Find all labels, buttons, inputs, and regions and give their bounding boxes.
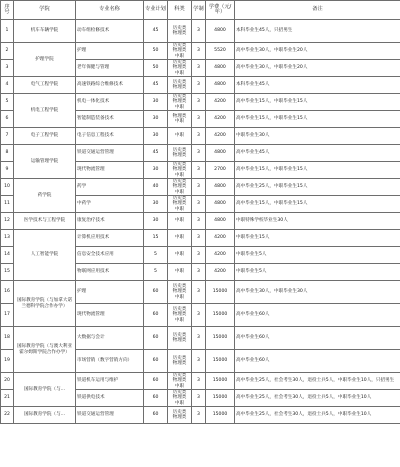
cell-fee: 2700 bbox=[206, 162, 235, 179]
cell-subject: 历史类 物理类 bbox=[168, 327, 192, 350]
cell-major: 护理 bbox=[76, 281, 144, 304]
cell-plan: 60 bbox=[144, 281, 168, 304]
cell-college: 国际教育学院（与... bbox=[14, 407, 76, 424]
cell-college: 药学院 bbox=[14, 179, 76, 213]
cell-major: 老年保健与管理 bbox=[76, 60, 144, 77]
cell-fee: 15000 bbox=[206, 373, 235, 390]
cell-years: 3 bbox=[192, 94, 206, 111]
table-row bbox=[1, 179, 400, 196]
cell-plan: 45 bbox=[144, 20, 168, 43]
cell-subject: 中职 bbox=[168, 247, 192, 264]
cell-note: 中职毕业生30人 bbox=[235, 128, 400, 145]
cell-years: 3 bbox=[192, 213, 206, 230]
cell-years: 3 bbox=[192, 43, 206, 60]
cell-years: 3 bbox=[192, 128, 206, 145]
cell-subject: 历史类 物理类 bbox=[168, 145, 192, 162]
cell-seq: 10 bbox=[1, 179, 14, 196]
cell-seq: 12 bbox=[1, 213, 14, 230]
cell-college: 电子工程学院 bbox=[14, 128, 76, 145]
cell-seq: 7 bbox=[1, 128, 14, 145]
cell-college: 医学技术与工程学院 bbox=[14, 213, 76, 230]
cell-plan: 60 bbox=[144, 407, 168, 424]
cell-years: 3 bbox=[192, 390, 206, 407]
cell-major: 铁道交通运营管理 bbox=[76, 407, 144, 424]
header-seq: 序号 bbox=[1, 1, 14, 20]
cell-major: 物联网应用技术 bbox=[76, 264, 144, 281]
cell-years: 3 bbox=[192, 77, 206, 94]
cell-years: 3 bbox=[192, 327, 206, 350]
cell-fee: 4800 bbox=[206, 60, 235, 77]
cell-years: 3 bbox=[192, 350, 206, 373]
cell-fee: 15000 bbox=[206, 350, 235, 373]
cell-subject: 历史类 物理类 中职 bbox=[168, 94, 192, 111]
cell-plan: 30 bbox=[144, 128, 168, 145]
cell-note: 高中毕业生25人，社会考生30人，退役士兵5人，中职毕业生10人 bbox=[235, 407, 400, 424]
cell-fee: 4800 bbox=[206, 179, 235, 196]
cell-plan: 30 bbox=[144, 162, 168, 179]
cell-seq: 14 bbox=[1, 247, 14, 264]
cell-seq: 16 bbox=[1, 281, 14, 304]
cell-college: 运输管理学院 bbox=[14, 145, 76, 179]
cell-plan: 30 bbox=[144, 196, 168, 213]
cell-seq: 5 bbox=[1, 94, 14, 111]
cell-subject: 历史类 物理类 中职 bbox=[168, 196, 192, 213]
cell-plan: 5 bbox=[144, 247, 168, 264]
table-row bbox=[1, 77, 400, 94]
cell-major: 现代物流管理 bbox=[76, 162, 144, 179]
cell-seq: 8 bbox=[1, 145, 14, 162]
cell-seq: 13 bbox=[1, 230, 14, 247]
cell-plan: 60 bbox=[144, 373, 168, 390]
cell-major: 机电一体化技术 bbox=[76, 94, 144, 111]
cell-note: 高中毕业生15人，中职毕业生15人 bbox=[235, 162, 400, 179]
cell-major: 康复治疗技术 bbox=[76, 213, 144, 230]
cell-subject: 中职 bbox=[168, 213, 192, 230]
header-college: 学院 bbox=[14, 1, 76, 20]
cell-plan: 15 bbox=[144, 230, 168, 247]
cell-fee: 15000 bbox=[206, 407, 235, 424]
cell-seq: 22 bbox=[1, 407, 14, 424]
header-major: 专业名称 bbox=[76, 1, 144, 20]
cell-subject: 历史类 物理类 bbox=[168, 407, 192, 424]
cell-years: 3 bbox=[192, 264, 206, 281]
table-row bbox=[1, 213, 400, 230]
cell-note: 高中毕业生15人，中职毕业生15人 bbox=[235, 94, 400, 111]
cell-seq: 21 bbox=[1, 390, 14, 407]
cell-major: 计算机应用技术 bbox=[76, 230, 144, 247]
cell-plan: 30 bbox=[144, 111, 168, 128]
cell-years: 3 bbox=[192, 196, 206, 213]
cell-fee: 15000 bbox=[206, 304, 235, 327]
cell-fee: 15000 bbox=[206, 327, 235, 350]
cell-plan: 60 bbox=[144, 327, 168, 350]
cell-subject: 物理类 中职 bbox=[168, 111, 192, 128]
cell-fee: 4200 bbox=[206, 128, 235, 145]
cell-note: 高中毕业生30人，中职毕业生30人 bbox=[235, 281, 400, 304]
table-row bbox=[1, 145, 400, 162]
cell-fee: 15000 bbox=[206, 390, 235, 407]
cell-major: 铁道机车运用与维护 bbox=[76, 373, 144, 390]
cell-plan: 30 bbox=[144, 213, 168, 230]
cell-seq: 4 bbox=[1, 77, 14, 94]
header-years: 学制 bbox=[192, 1, 206, 20]
cell-fee: 4800 bbox=[206, 213, 235, 230]
table-row bbox=[1, 43, 400, 60]
cell-seq: 1 bbox=[1, 20, 14, 43]
cell-fee: 4200 bbox=[206, 230, 235, 247]
header-plan: 专业计划 bbox=[144, 1, 168, 20]
cell-major: 中药学 bbox=[76, 196, 144, 213]
cell-plan: 30 bbox=[144, 94, 168, 111]
table-row bbox=[1, 230, 400, 247]
cell-seq: 17 bbox=[1, 304, 14, 327]
cell-years: 3 bbox=[192, 60, 206, 77]
cell-fee: 5520 bbox=[206, 43, 235, 60]
cell-seq: 20 bbox=[1, 373, 14, 390]
cell-note: 本科毕业生45人 bbox=[235, 77, 400, 94]
cell-subject: 历史类 物理类 bbox=[168, 20, 192, 43]
cell-years: 3 bbox=[192, 162, 206, 179]
cell-years: 3 bbox=[192, 179, 206, 196]
cell-plan: 45 bbox=[144, 145, 168, 162]
cell-years: 3 bbox=[192, 247, 206, 264]
cell-note: 中职毕业生15人 bbox=[235, 230, 400, 247]
table-row bbox=[1, 373, 400, 390]
cell-note: 高中毕业生60人 bbox=[235, 327, 400, 350]
cell-subject: 中职 bbox=[168, 264, 192, 281]
cell-years: 3 bbox=[192, 304, 206, 327]
cell-note: 高中毕业生60人 bbox=[235, 350, 400, 373]
cell-subject: 历史类 物理类 中职 bbox=[168, 162, 192, 179]
cell-major: 动车组检修技术 bbox=[76, 20, 144, 43]
cell-college: 护理学院 bbox=[14, 43, 76, 77]
cell-note: 高中毕业生25人，中职毕业生15人 bbox=[235, 179, 400, 196]
cell-seq: 9 bbox=[1, 162, 14, 179]
cell-note: 中职毕业生5人 bbox=[235, 247, 400, 264]
cell-plan: 60 bbox=[144, 350, 168, 373]
cell-subject: 历史类 物理类 中职 bbox=[168, 281, 192, 304]
cell-fee: 4200 bbox=[206, 94, 235, 111]
cell-years: 3 bbox=[192, 145, 206, 162]
cell-subject: 历史类 物理类 中职 bbox=[168, 304, 192, 327]
cell-seq: 15 bbox=[1, 264, 14, 281]
cell-fee: 4200 bbox=[206, 247, 235, 264]
cell-seq: 3 bbox=[1, 60, 14, 77]
cell-college: 国际教育学院（与... bbox=[14, 373, 76, 407]
cell-years: 3 bbox=[192, 407, 206, 424]
cell-subject: 历史类 物理类 bbox=[168, 350, 192, 373]
cell-subject: 历史类 物理类 中职 bbox=[168, 179, 192, 196]
cell-years: 3 bbox=[192, 373, 206, 390]
header-fee: 学费（元/年） bbox=[206, 1, 235, 20]
cell-note: 高中毕业生45人 bbox=[235, 145, 400, 162]
cell-plan: 50 bbox=[144, 60, 168, 77]
table-row bbox=[1, 407, 400, 424]
cell-note: 高中毕业生60人 bbox=[235, 304, 400, 327]
cell-years: 3 bbox=[192, 111, 206, 128]
cell-note: 高中毕业生25人，社会考生30人，退役士兵5人，中职毕业生10人，只招男生 bbox=[235, 373, 400, 390]
table-row bbox=[1, 128, 400, 145]
cell-college: 电气工程学院 bbox=[14, 77, 76, 94]
header-note: 备注 bbox=[235, 1, 400, 20]
cell-seq: 6 bbox=[1, 111, 14, 128]
cell-subject: 中职 bbox=[168, 230, 192, 247]
cell-major: 护理 bbox=[76, 43, 144, 60]
cell-major: 药学 bbox=[76, 179, 144, 196]
cell-note: 本科毕业生45人，只招男生 bbox=[235, 20, 400, 43]
header-subject: 科类 bbox=[168, 1, 192, 20]
cell-fee: 4800 bbox=[206, 77, 235, 94]
cell-fee: 4200 bbox=[206, 264, 235, 281]
cell-college: 国际教育学院（与加拿大诺兰德科学院合作办学） bbox=[14, 281, 76, 327]
cell-years: 3 bbox=[192, 281, 206, 304]
cell-note: 高中毕业生15人，中职毕业生15人 bbox=[235, 111, 400, 128]
cell-years: 3 bbox=[192, 230, 206, 247]
table-row bbox=[1, 94, 400, 111]
cell-subject: 历史类 物理类 bbox=[168, 77, 192, 94]
cell-major: 现代物流管理 bbox=[76, 304, 144, 327]
cell-college: 人工智能学院 bbox=[14, 230, 76, 281]
cell-fee: 15000 bbox=[206, 281, 235, 304]
cell-major: 信息安全技术应用 bbox=[76, 247, 144, 264]
cell-major: 高速铁路综合维修技术 bbox=[76, 77, 144, 94]
cell-major: 电子信息工程技术 bbox=[76, 128, 144, 145]
table-row bbox=[1, 281, 400, 304]
cell-subject: 历史类 物理类 中职 bbox=[168, 43, 192, 60]
cell-note: 高中毕业生25人，社会考生30人，退役士兵5人，中职毕业生10人 bbox=[235, 390, 400, 407]
cell-seq: 11 bbox=[1, 196, 14, 213]
cell-seq: 2 bbox=[1, 43, 14, 60]
cell-plan: 60 bbox=[144, 390, 168, 407]
cell-subject: 中职 bbox=[168, 128, 192, 145]
cell-fee: 4200 bbox=[206, 111, 235, 128]
cell-note: 高中毕业生30人，中职毕业生20人 bbox=[235, 60, 400, 77]
cell-subject: 历史类 物理类 中职 bbox=[168, 373, 192, 390]
cell-note: 中职特殊学校毕业生30人 bbox=[235, 213, 400, 230]
cell-major: 大数据与会计 bbox=[76, 327, 144, 350]
table-row bbox=[1, 327, 400, 350]
cell-major: 铁道供电技术 bbox=[76, 390, 144, 407]
cell-plan: 40 bbox=[144, 179, 168, 196]
cell-fee: 4800 bbox=[206, 20, 235, 43]
cell-years: 3 bbox=[192, 20, 206, 43]
cell-subject: 历史类 物理类 中职 bbox=[168, 390, 192, 407]
cell-major: 市场营销（数字营销方向） bbox=[76, 350, 144, 373]
cell-plan: 60 bbox=[144, 304, 168, 327]
table-header-row bbox=[1, 1, 400, 20]
cell-plan: 50 bbox=[144, 43, 168, 60]
cell-college: 国际教育学院（与澳大利亚霍尔姆斯学院合作办学） bbox=[14, 327, 76, 373]
cell-subject: 历史类 物理类 中职 bbox=[168, 60, 192, 77]
cell-plan: 5 bbox=[144, 264, 168, 281]
cell-note: 高中毕业生30人，中职毕业生20人 bbox=[235, 43, 400, 60]
cell-seq: 18 bbox=[1, 327, 14, 350]
cell-seq: 19 bbox=[1, 350, 14, 373]
cell-college: 机电工程学院 bbox=[14, 94, 76, 128]
table-row bbox=[1, 20, 400, 43]
cell-plan: 45 bbox=[144, 77, 168, 94]
cell-major: 智能制造装备技术 bbox=[76, 111, 144, 128]
cell-note: 中职毕业生5人 bbox=[235, 264, 400, 281]
cell-fee: 4800 bbox=[206, 145, 235, 162]
cell-note: 高中毕业生15人，中职毕业生15人 bbox=[235, 196, 400, 213]
cell-college: 机车车辆学院 bbox=[14, 20, 76, 43]
cell-fee: 4800 bbox=[206, 196, 235, 213]
cell-major: 铁道交通运营管理 bbox=[76, 145, 144, 162]
